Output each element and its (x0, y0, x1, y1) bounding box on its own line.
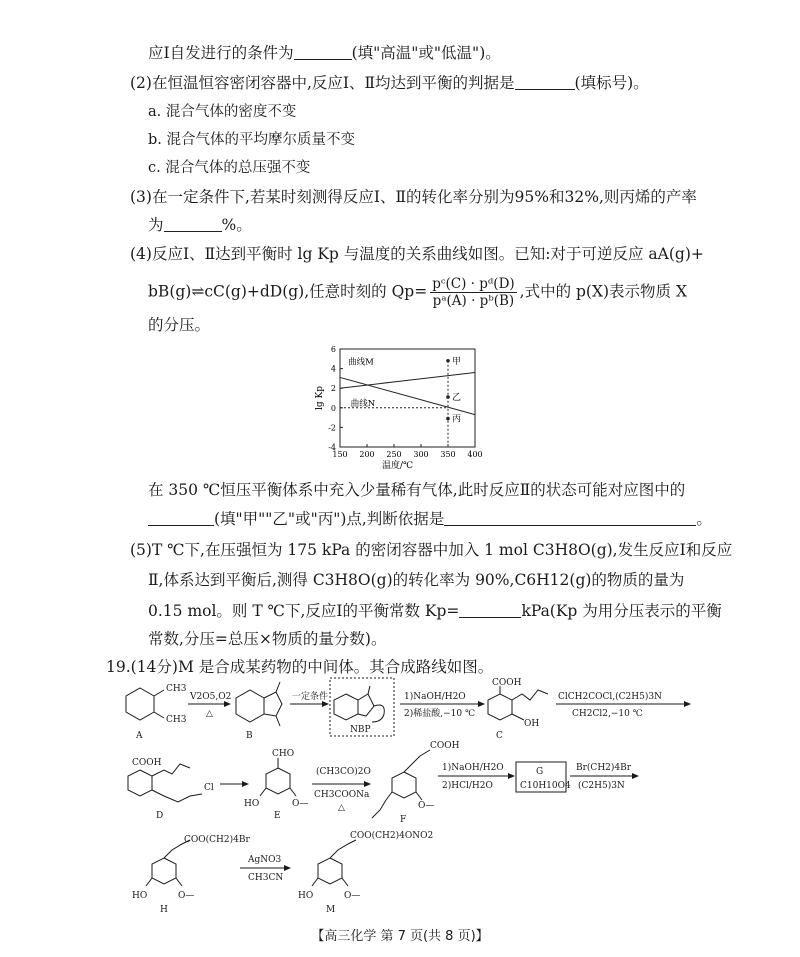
ring-e (266, 768, 290, 794)
label-m: M (326, 905, 336, 915)
option-b: b. 混合气体的平均摩尔质量不变 (148, 132, 355, 148)
part3-text: (3)在一定条件下,若某时刻测得反应Ⅰ、Ⅱ的转化率分别为95%和32%,则丙烯的产率 (130, 188, 697, 206)
cooh-group: COOH (492, 678, 522, 688)
qp-fraction (430, 276, 516, 309)
synthesis-route-diagram (120, 676, 700, 916)
m-side-chain: COO(CH2)4ONO2 (350, 831, 434, 841)
qp-suffix: ,式中的 p(X)表示物质 X (519, 282, 688, 301)
reagent-5b: CH3COONa (314, 790, 370, 800)
part4-hint: (填"甲""乙"或"丙")点,判断依据是 (214, 510, 445, 528)
answer-blank-4[interactable] (148, 509, 214, 526)
part4-text-a: (4)反应Ⅰ、Ⅱ达到平衡时 lg Kp 与温度的关系曲线如图。已知:对于可逆反应 aA(g)+ (130, 245, 704, 263)
x-tick-label: 400 (467, 450, 483, 459)
reagent-7b: (C2H5)3N (578, 781, 625, 791)
part5-text-b: Ⅱ,体系达到平衡后,测得 C3H8O(g)的转化率为 90%,C6H12(g)的物质的量为 (148, 571, 685, 589)
x-axis-label: 温度/℃ (381, 461, 414, 470)
reagent-8: AgNO3 (248, 855, 282, 865)
point-3 (446, 417, 450, 421)
option-a: a. 混合气体的密度不变 (148, 104, 297, 120)
label-h: H (160, 905, 168, 915)
ch3-group-1: CH3 (166, 684, 187, 694)
methoxy-e: O— (292, 799, 309, 809)
ring-a (126, 688, 154, 720)
part5-answer-line (148, 600, 722, 622)
option-c: c. 混合气体的总压强不变 (148, 160, 311, 176)
y-tick-label: -2 (328, 423, 336, 433)
part4-answer-line (148, 508, 712, 530)
answer-blank-1[interactable] (294, 43, 352, 60)
part3-prefix: 为 (148, 216, 164, 234)
ho-group-m: HO (298, 891, 314, 901)
part5-prefix: 0.15 mol。则 T ℃下,反应Ⅰ的平衡常数 Kp= (148, 602, 460, 620)
reagent-4: ClCH2COCl,(C2H5)3N (558, 692, 662, 702)
answer-blank-5[interactable] (444, 509, 696, 526)
point-label-1: 甲 (452, 356, 462, 367)
point-1 (446, 359, 450, 363)
h-side-chain: COO(CH2)4Br (184, 835, 250, 845)
y-tick-label: 0 (330, 403, 336, 413)
point-label-3: 丙 (452, 414, 462, 425)
x-tick-label: 300 (413, 450, 429, 459)
y-tick-label: 6 (330, 345, 336, 354)
part4-period: 。 (696, 510, 712, 528)
y-tick-label: 2 (330, 384, 336, 394)
reagent-7: Br(CH2)4Br (576, 763, 632, 773)
condition-5: △ (338, 803, 345, 813)
reagent-6: 1)NaOH/H2O (442, 763, 504, 773)
qp-prefix: bB(g)⇌cC(g)+dD(g),任意时刻的 Qp= (148, 282, 428, 301)
label-nbp: NBP (350, 725, 371, 735)
oh-group: OH (524, 719, 540, 729)
series-line-1 (340, 373, 475, 389)
cl-group: Cl (204, 783, 214, 793)
ch3-group-2: CH3 (166, 715, 187, 725)
label-f: F (400, 815, 407, 825)
qp-numerator: pᶜ(C) · pᵈ(D) (432, 276, 515, 292)
label-c: C (496, 731, 503, 741)
condition-1: △ (206, 709, 213, 719)
ho-group-e: HO (244, 799, 260, 809)
part5-text-d: 常数,分压=总压×物质的量分数)。 (148, 630, 387, 648)
q18-part2 (130, 72, 649, 94)
cho-group: CHO (272, 749, 295, 759)
answer-blank-6[interactable] (459, 601, 521, 618)
y-tick-label: -4 (328, 443, 336, 452)
condition-4: CH2Cl2,−10 ℃ (572, 709, 643, 719)
answer-blank-3[interactable] (164, 215, 222, 232)
y-tick-label: 4 (330, 364, 336, 374)
part4-text-c: 的分压。 (148, 316, 211, 334)
ho-group-h: HO (132, 891, 148, 901)
reagent-6b: 2)HCl/H2O (442, 781, 493, 791)
x-tick-label: 200 (359, 450, 375, 459)
x-tick-label: 350 (440, 450, 456, 459)
reagent-1: V2O5,O2 (190, 692, 232, 702)
ring-h (152, 858, 176, 884)
point-2 (446, 395, 450, 399)
ring-m (318, 858, 342, 884)
reagent-8b: CH3CN (248, 873, 284, 883)
q18-cond-line (148, 42, 501, 64)
g-formula: C10H10O4 (520, 781, 571, 791)
label-g: G (536, 767, 544, 777)
part4-qp-line (148, 276, 687, 309)
page-footer: 【高三化学 第 7 页(共 8 页)】 (311, 929, 489, 944)
reagent-5: (CH3CO)2O (316, 767, 371, 777)
ring-c (488, 694, 512, 720)
lgkp-temperature-chart (310, 343, 490, 470)
ring-b (236, 690, 264, 722)
qp-denominator: pᵃ(A) · pᵇ(B) (432, 293, 515, 309)
x-tick-label: 150 (332, 450, 348, 459)
part5-text-a: (5)T ℃下,在压强恒为 175 kPa 的密闭容器中加入 1 mol C3H8O(g),发生反应Ⅰ和反应 (130, 541, 733, 559)
part3-answer-line (148, 214, 252, 236)
part2-hint: (填标号)。 (574, 74, 649, 92)
ring-d (128, 770, 152, 796)
reagent-3b: 2)稀盐酸,−10 ℃ (404, 709, 476, 719)
ring-f (392, 772, 416, 798)
cooh-group-d: COOH (132, 758, 162, 768)
label-b: B (246, 731, 253, 741)
methoxy-h: O— (178, 891, 195, 901)
answer-blank-2[interactable] (515, 73, 575, 90)
cooh-group-f: COOH (430, 741, 460, 751)
part5-suffix: kPa(Kp 为用分压表示的平衡 (521, 602, 722, 620)
point-label-2: 乙 (452, 393, 462, 404)
cond-hint: (填"高温"或"低温")。 (351, 44, 501, 62)
cond-text: 应Ⅰ自发进行的条件为 (148, 44, 294, 62)
label-e: E (274, 811, 281, 821)
y-axis-label: lg Kp (315, 386, 325, 410)
part4-text-d: 在 350 ℃恒压平衡体系中充入少量稀有气体,此时反应Ⅱ的状态可能对应图中的 (148, 481, 686, 499)
methoxy-f: O— (418, 801, 435, 811)
series-label-m: 曲线M (348, 357, 374, 368)
q19-intro: 19.(14分)M 是合成某药物的中间体。其合成路线如图。 (106, 658, 494, 676)
x-tick-label: 250 (386, 450, 402, 459)
label-a: A (136, 731, 143, 741)
part3-unit: %。 (221, 216, 252, 234)
methoxy-m: O— (344, 891, 361, 901)
label-d: D (156, 811, 164, 821)
reagent-3: 1)NaOH/H2O (404, 692, 466, 702)
condition-2: 一定条件 (292, 692, 329, 702)
series-label-n: 曲线N (350, 398, 376, 409)
part2-text: (2)在恒温恒容密闭容器中,反应Ⅰ、Ⅱ均达到平衡的判据是 (130, 74, 515, 92)
